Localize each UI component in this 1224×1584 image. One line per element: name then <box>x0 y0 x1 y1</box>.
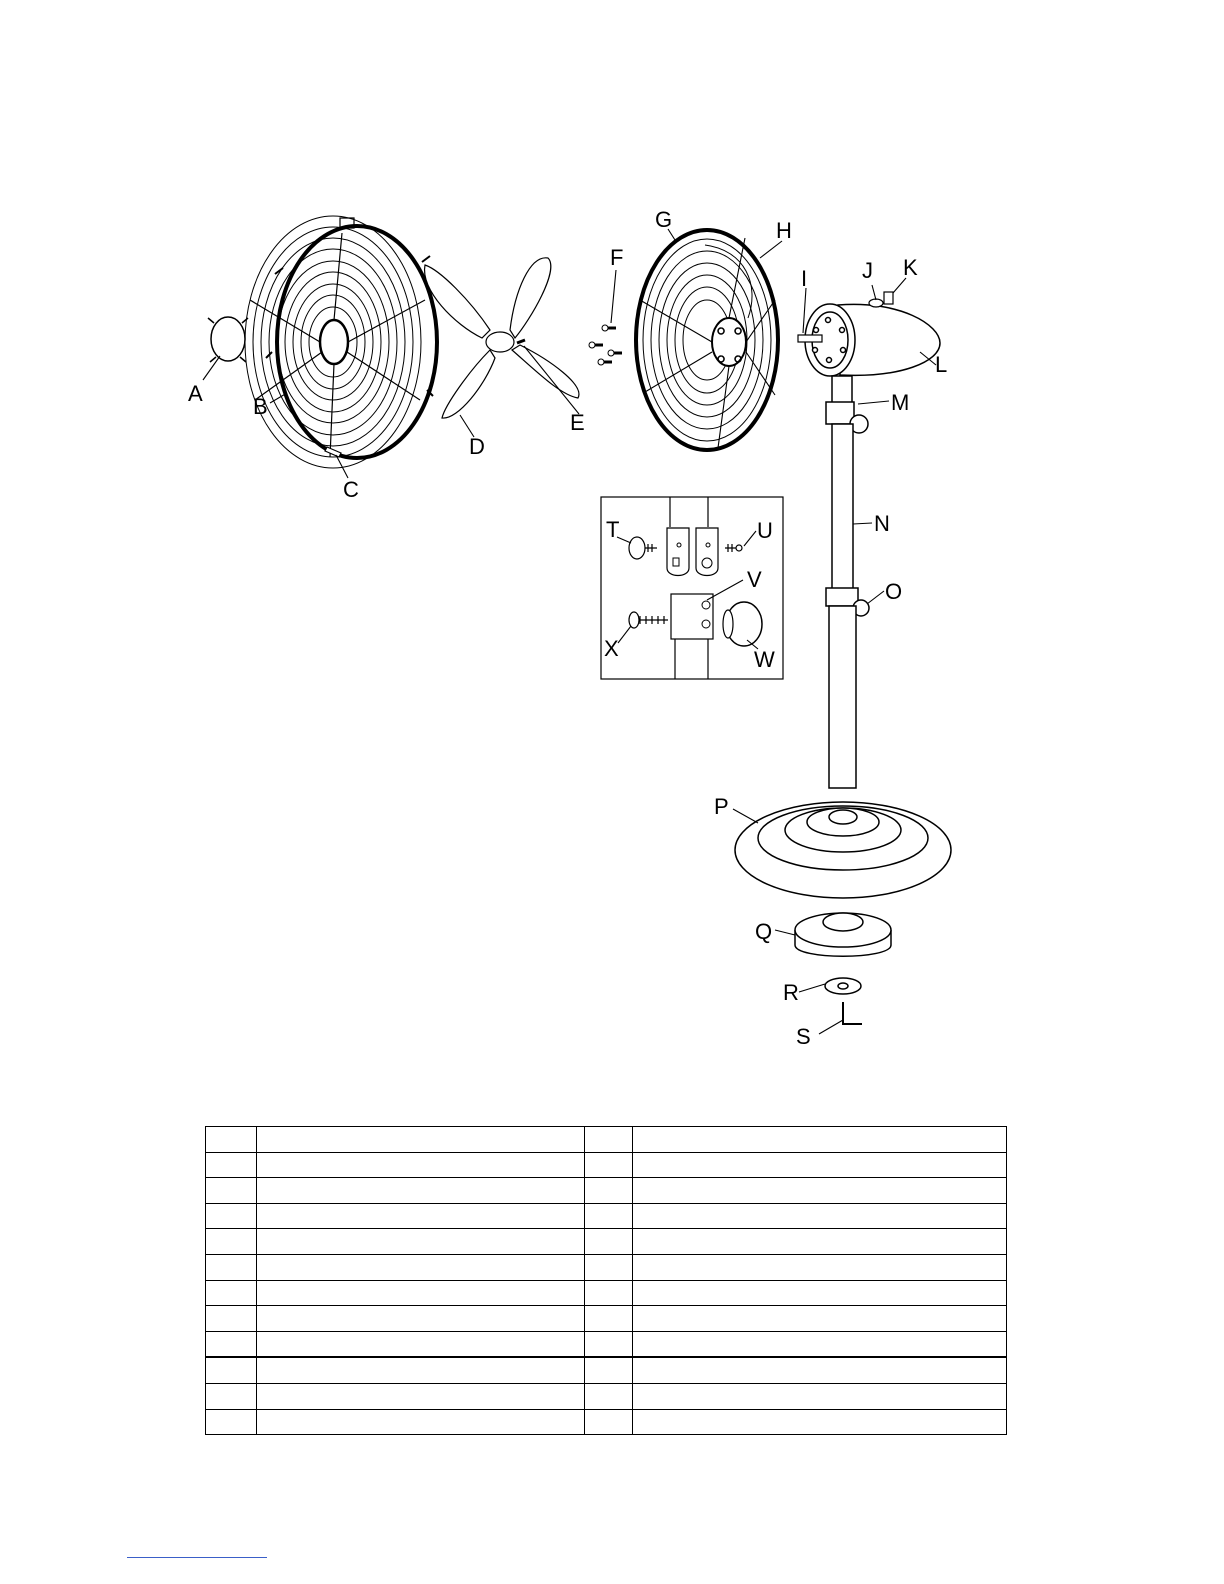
blade-screw <box>517 340 525 343</box>
label-l: L <box>935 352 948 377</box>
label-u: U <box>757 518 773 543</box>
table-row <box>206 1331 1007 1357</box>
grille-clip <box>325 447 341 457</box>
label-r: R <box>783 980 799 1005</box>
table-cell <box>257 1152 585 1178</box>
table-cell <box>257 1127 585 1153</box>
label-t: T <box>606 517 620 542</box>
table-cell <box>633 1383 1007 1409</box>
table-row <box>206 1152 1007 1178</box>
table-cell <box>585 1178 633 1204</box>
table-row <box>206 1178 1007 1204</box>
table-row <box>206 1280 1007 1306</box>
table-cell <box>633 1357 1007 1383</box>
table-row <box>206 1229 1007 1255</box>
table-cell <box>206 1357 257 1383</box>
parts-table <box>205 1126 1007 1435</box>
table-cell <box>206 1409 257 1435</box>
label-v: V <box>747 567 762 592</box>
table-row <box>206 1383 1007 1409</box>
table-cell <box>257 1178 585 1204</box>
label-q: Q <box>755 919 773 944</box>
label-h: H <box>776 218 792 243</box>
table-cell <box>257 1203 585 1229</box>
table-cell <box>585 1383 633 1409</box>
label-s: S <box>796 1024 811 1049</box>
label-e: E <box>570 410 585 435</box>
rear-grille <box>636 230 778 450</box>
speed-knob <box>884 292 893 304</box>
table-row <box>206 1254 1007 1280</box>
table-cell <box>206 1178 257 1204</box>
label-o: O <box>885 579 903 604</box>
footer-link-underline <box>127 1557 267 1558</box>
label-g: G <box>655 207 673 232</box>
spinner-cap <box>208 317 248 362</box>
label-k: K <box>903 255 918 280</box>
table-row <box>206 1306 1007 1332</box>
fan-blade <box>425 258 579 418</box>
table-cell <box>206 1127 257 1153</box>
table-cell <box>633 1203 1007 1229</box>
washer <box>825 978 861 994</box>
oscillation-knob <box>869 299 883 307</box>
label-w: W <box>754 647 775 672</box>
table-cell <box>257 1229 585 1255</box>
table-row <box>206 1127 1007 1153</box>
table-cell <box>206 1306 257 1332</box>
label-n: N <box>874 511 890 536</box>
table-cell <box>633 1178 1007 1204</box>
table-cell <box>257 1254 585 1280</box>
table-cell <box>257 1383 585 1409</box>
table-row <box>206 1409 1007 1435</box>
table-cell <box>585 1203 633 1229</box>
table-cell <box>206 1229 257 1255</box>
table-cell <box>585 1357 633 1383</box>
base-plate <box>735 802 951 898</box>
table-cell <box>633 1409 1007 1435</box>
table-cell <box>257 1306 585 1332</box>
table-cell <box>633 1280 1007 1306</box>
upper-pole <box>832 424 853 594</box>
label-f: F <box>610 245 624 270</box>
label-j: J <box>862 258 873 283</box>
table-cell <box>206 1152 257 1178</box>
label-c: C <box>343 477 359 502</box>
label-x: X <box>604 636 619 661</box>
rear-grille-screws <box>589 325 622 365</box>
front-grille <box>245 216 437 468</box>
table-cell <box>257 1409 585 1435</box>
table-cell <box>206 1203 257 1229</box>
table-cell <box>206 1254 257 1280</box>
label-b: B <box>253 394 268 419</box>
table-cell <box>633 1306 1007 1332</box>
hex-key <box>843 1002 862 1024</box>
table-row <box>206 1203 1007 1229</box>
table-cell <box>585 1254 633 1280</box>
table-cell <box>257 1280 585 1306</box>
table-cell <box>633 1229 1007 1255</box>
table-cell <box>633 1331 1007 1357</box>
base-weight <box>795 913 891 956</box>
table-cell <box>585 1152 633 1178</box>
label-m: M <box>891 390 910 415</box>
table-row <box>206 1357 1007 1383</box>
label-p: P <box>714 794 729 819</box>
table-cell <box>585 1127 633 1153</box>
table-cell <box>585 1280 633 1306</box>
table-cell <box>585 1229 633 1255</box>
label-a: A <box>188 381 203 406</box>
table-cell <box>257 1331 585 1357</box>
motor-housing <box>805 304 940 376</box>
table-cell <box>206 1280 257 1306</box>
label-i: I <box>801 266 808 291</box>
label-d: D <box>469 434 485 459</box>
table-cell <box>206 1383 257 1409</box>
table-cell <box>585 1306 633 1332</box>
table-cell <box>633 1152 1007 1178</box>
table-cell <box>206 1331 257 1357</box>
table-cell <box>585 1409 633 1435</box>
lower-pole <box>829 606 856 788</box>
table-cell <box>585 1331 633 1357</box>
table-cell <box>633 1254 1007 1280</box>
table-cell <box>257 1357 585 1383</box>
table-cell <box>633 1127 1007 1153</box>
motor-shaft <box>798 335 822 342</box>
